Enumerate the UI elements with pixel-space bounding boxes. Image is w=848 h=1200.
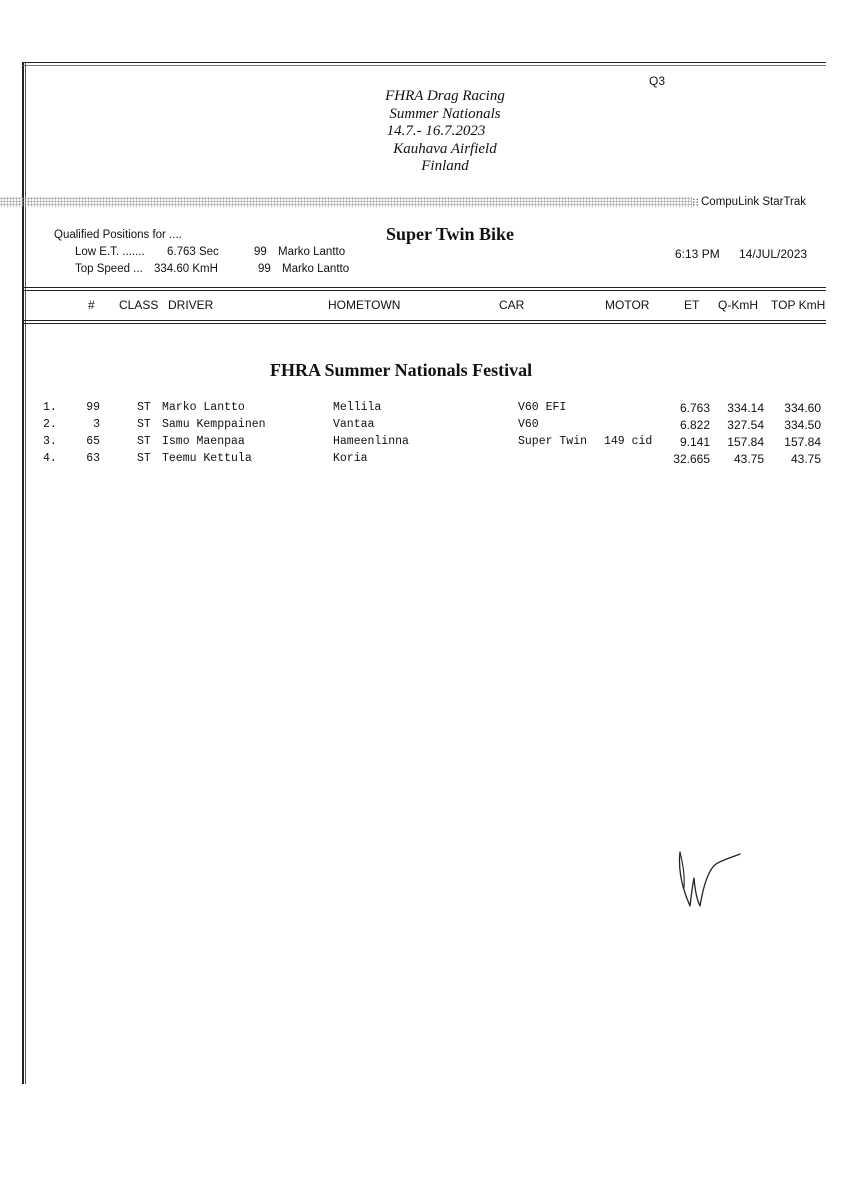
table-row (0, 418, 848, 435)
table-row (0, 435, 848, 452)
low-et-number: 99 (254, 246, 267, 258)
row-hometown: Hameenlinna (333, 435, 409, 448)
row-position: 4. (43, 452, 57, 465)
row-number: 63 (86, 452, 100, 465)
table-row (0, 401, 848, 418)
row-qkmh: 334.14 (727, 401, 764, 415)
top-speed-value: 334.60 KmH (154, 263, 218, 275)
event-country: Finland (421, 158, 469, 174)
row-topkmh: 334.60 (784, 401, 821, 415)
print-time: 6:13 PM (675, 247, 720, 261)
row-driver: Teemu Kettula (162, 452, 252, 465)
row-car: Super Twin (518, 435, 588, 448)
top-border-inner (23, 65, 826, 66)
row-driver: Ismo Maenpaa (162, 435, 245, 448)
row-topkmh: 157.84 (784, 435, 821, 449)
header-rule-top (23, 287, 826, 288)
row-driver: Samu Kemppainen (162, 418, 266, 431)
row-number: 99 (86, 401, 100, 414)
row-et: 9.141 (679, 435, 710, 449)
festival-title: FHRA Summer Nationals Festival (270, 360, 533, 380)
event-subtitle: Summer Nationals (389, 105, 501, 122)
row-hometown: Vantaa (333, 418, 375, 431)
row-number: 65 (86, 435, 100, 448)
header-rule-bottom-2 (23, 323, 826, 324)
col-header-qkmh: Q-KmH (718, 298, 758, 312)
event-header (360, 88, 530, 176)
row-driver: Marko Lantto (162, 401, 245, 414)
col-header-car: CAR (499, 298, 525, 312)
dotted-band (0, 197, 692, 207)
col-header-num: # (88, 298, 95, 312)
top-speed-driver: Marko Lantto (282, 263, 350, 275)
top-border (23, 62, 826, 63)
row-et: 6.822 (679, 418, 710, 432)
system-label: CompuLink StarTrak (701, 196, 807, 208)
row-number: 3 (93, 418, 100, 431)
row-class: ST (137, 452, 151, 465)
col-header-et: ET (684, 298, 700, 312)
row-topkmh: 43.75 (790, 452, 821, 466)
row-position: 2. (43, 418, 57, 431)
row-et: 6.763 (679, 401, 710, 415)
col-header-hometown: HOMETOWN (328, 298, 401, 312)
table-row (0, 452, 848, 469)
page-code: Q3 (649, 74, 666, 88)
band-end-marks: ⁝⁝ (692, 197, 699, 209)
low-et-label: Low E.T. ....... (75, 246, 145, 258)
col-header-class: CLASS (119, 298, 159, 312)
row-qkmh: 157.84 (727, 435, 764, 449)
left-border (22, 62, 24, 1084)
row-qkmh: 327.54 (727, 418, 764, 432)
left-border-inner (25, 62, 26, 1084)
col-header-driver: DRIVER (168, 298, 214, 312)
row-class: ST (137, 418, 151, 431)
print-date: 14/JUL/2023 (739, 247, 808, 261)
signature (670, 840, 750, 915)
header-rule-bottom (23, 320, 826, 321)
row-class: ST (137, 435, 151, 448)
row-class: ST (137, 401, 151, 414)
row-topkmh: 334.50 (784, 418, 821, 432)
event-venue: Kauhava Airfield (393, 140, 497, 157)
class-title: Super Twin Bike (386, 224, 515, 244)
low-et-value: 6.763 Sec (167, 246, 219, 258)
event-dates: 14.7.- 16.7.2023 (386, 123, 486, 139)
event-title: FHRA Drag Racing (385, 88, 505, 104)
row-car: V60 (518, 418, 539, 431)
header-rule-top-2 (23, 290, 826, 291)
row-car: V60 EFI (518, 401, 567, 414)
low-et-driver: Marko Lantto (278, 246, 346, 258)
col-header-topkmh: TOP KmH (771, 298, 826, 312)
row-et: 32.665 (673, 452, 710, 466)
row-hometown: Mellila (333, 401, 382, 414)
row-position: 3. (43, 435, 57, 448)
row-qkmh: 43.75 (733, 452, 764, 466)
col-header-motor: MOTOR (605, 298, 650, 312)
row-motor: 149 cid (604, 435, 653, 448)
row-position: 1. (43, 401, 57, 414)
top-speed-label: Top Speed ... (75, 263, 143, 275)
row-hometown: Koria (333, 452, 368, 465)
qualified-heading: Qualified Positions for .... (54, 229, 182, 241)
top-speed-number: 99 (258, 263, 271, 275)
